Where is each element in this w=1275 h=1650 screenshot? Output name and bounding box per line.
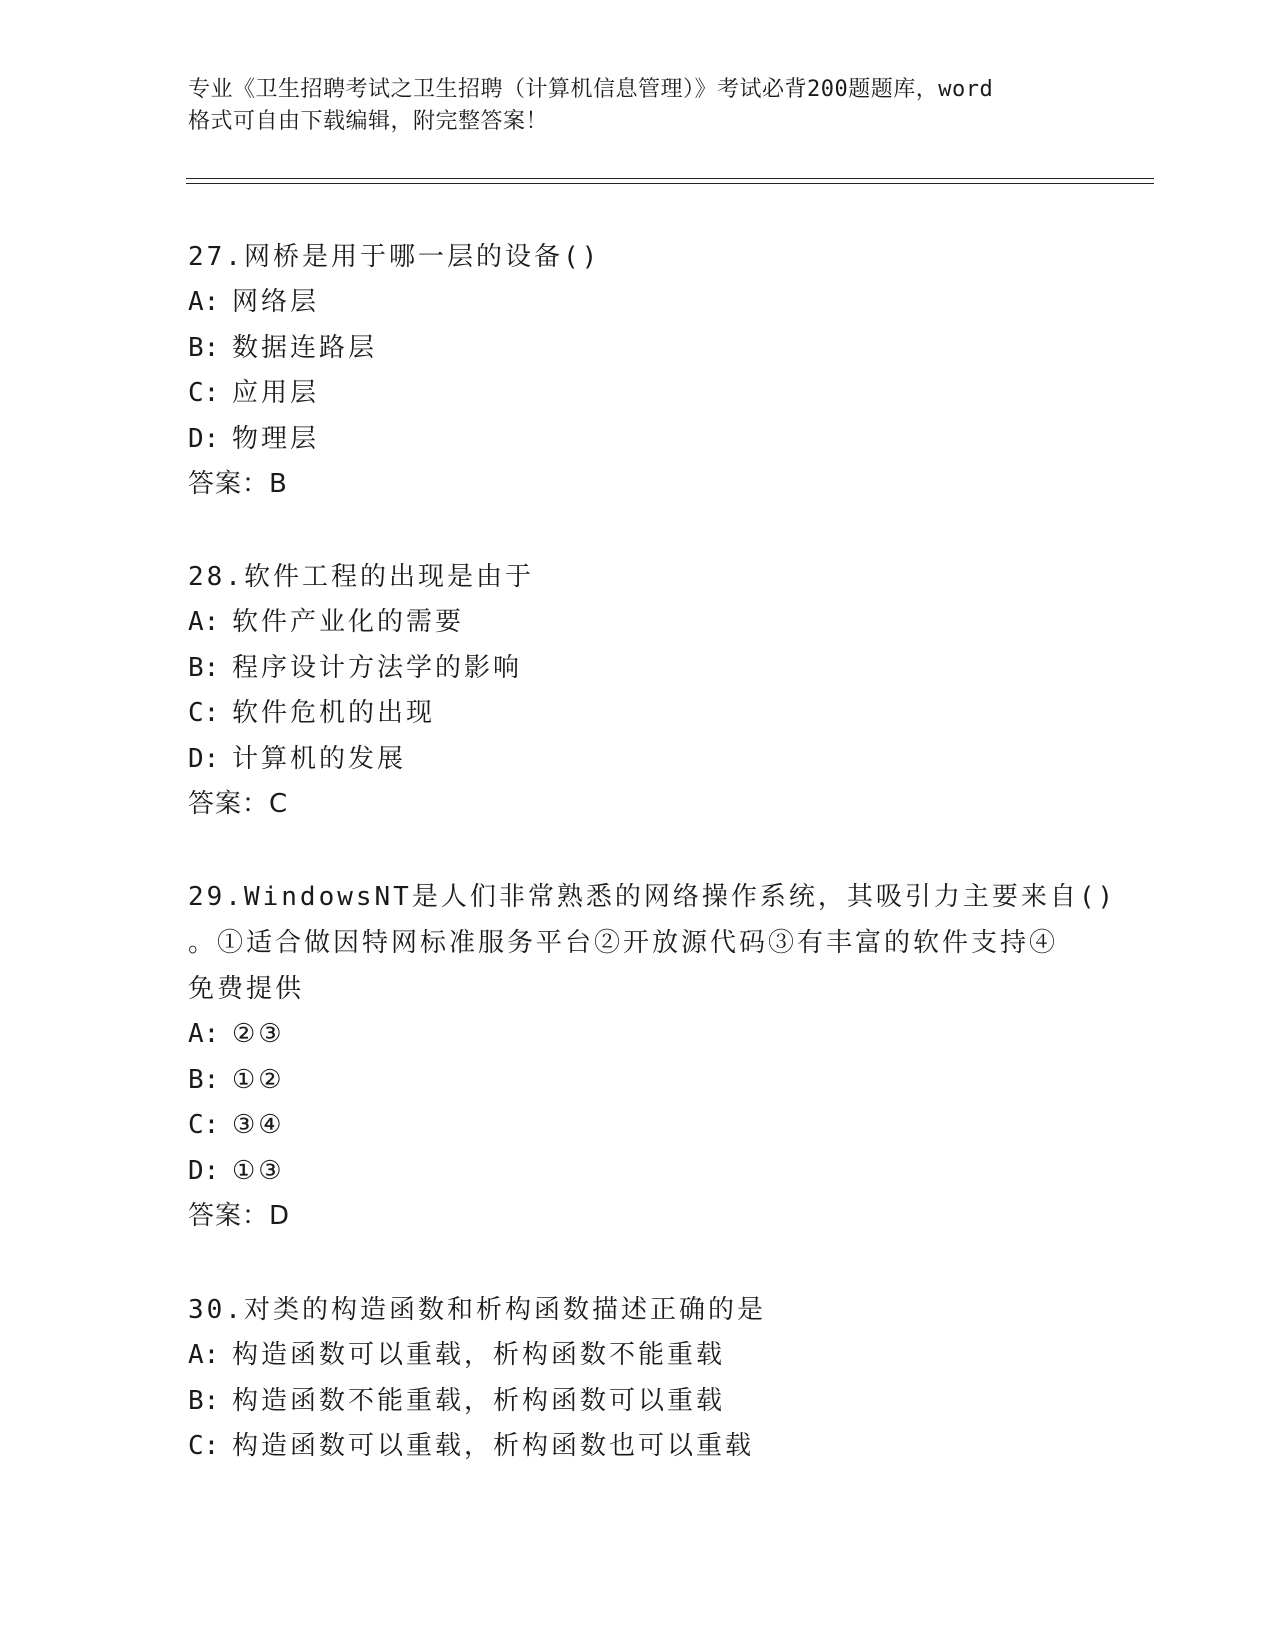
answer-line: 答案：B	[188, 469, 288, 499]
question-stem: 免费提供	[188, 974, 305, 1004]
question-stem: 29.WindowsNT是人们非常熟悉的网络操作系统，其吸引力主要来自()	[188, 882, 1117, 912]
option-b	[188, 1379, 1108, 1425]
option-letter: A:	[188, 607, 220, 637]
option-b	[188, 646, 1108, 692]
option-text: ①③	[232, 1155, 285, 1186]
option-d	[188, 417, 1108, 463]
option-letter: C:	[188, 1431, 220, 1461]
question-stem: 30.对类的构造函数和析构函数描述正确的是	[188, 1295, 766, 1325]
option-a	[188, 1012, 1108, 1058]
option-text: 网络层	[232, 287, 320, 317]
option-text: 应用层	[232, 378, 320, 408]
question-stem: 。①适合做因特网标准服务平台②开放源代码③有丰富的软件支持④	[188, 928, 1059, 958]
document-header	[188, 74, 1088, 138]
option-text: ①②	[232, 1064, 285, 1095]
option-letter: D:	[188, 1155, 220, 1186]
option-text: 程序设计方法学的影响	[232, 652, 523, 683]
option-letter: A:	[188, 1340, 220, 1370]
option-text: 数据连路层	[232, 332, 378, 363]
option-letter: B:	[188, 1064, 220, 1095]
question-28	[188, 554, 1108, 828]
option-letter: A:	[188, 287, 220, 317]
option-b	[188, 1058, 1108, 1104]
option-text: 软件危机的出现	[232, 698, 436, 728]
option-c	[188, 691, 1108, 737]
option-letter: D:	[188, 423, 220, 454]
option-letter: A:	[188, 1019, 220, 1049]
option-letter: D:	[188, 743, 220, 774]
option-text: 构造函数不能重载，析构函数可以重载	[232, 1385, 726, 1416]
option-letter: B:	[188, 652, 220, 683]
option-letter: C:	[188, 698, 220, 728]
option-c	[188, 1103, 1108, 1149]
question-27	[188, 234, 1108, 508]
header-divider-bottom	[186, 183, 1154, 184]
option-text: 软件产业化的需要	[232, 607, 465, 637]
option-d	[188, 737, 1108, 783]
option-b	[188, 326, 1108, 372]
question-stem: 28.软件工程的出现是由于	[188, 562, 534, 592]
option-letter: C:	[188, 378, 220, 408]
header-line-2: 格式可自由下载编辑，附完整答案！	[188, 109, 549, 134]
question-stem: 27.网桥是用于哪一层的设备()	[188, 242, 601, 272]
option-letter: C:	[188, 1110, 220, 1140]
question-29	[188, 874, 1117, 1240]
answer-line: 答案：D	[188, 1201, 291, 1231]
option-text: 构造函数可以重载，析构函数也可以重载	[232, 1431, 755, 1461]
option-c	[188, 371, 1108, 417]
answer-line: 答案：C	[188, 789, 289, 819]
option-letter: B:	[188, 1385, 220, 1416]
option-letter: B:	[188, 332, 220, 363]
option-text: ②③	[232, 1019, 285, 1049]
option-text: ③④	[232, 1110, 285, 1140]
header-line-1: 专业《卫生招聘考试之卫生招聘（计算机信息管理）》考试必背200题题库，word	[188, 77, 994, 102]
option-c	[188, 1424, 1108, 1470]
option-a	[188, 1333, 1108, 1379]
header-divider-top	[186, 178, 1154, 179]
option-text: 计算机的发展	[232, 743, 407, 774]
question-30	[188, 1287, 1108, 1470]
option-text: 构造函数可以重载，析构函数不能重载	[232, 1340, 726, 1370]
option-text: 物理层	[232, 423, 320, 454]
option-d	[188, 1149, 1108, 1195]
option-a	[188, 600, 1108, 646]
option-a	[188, 280, 1108, 326]
